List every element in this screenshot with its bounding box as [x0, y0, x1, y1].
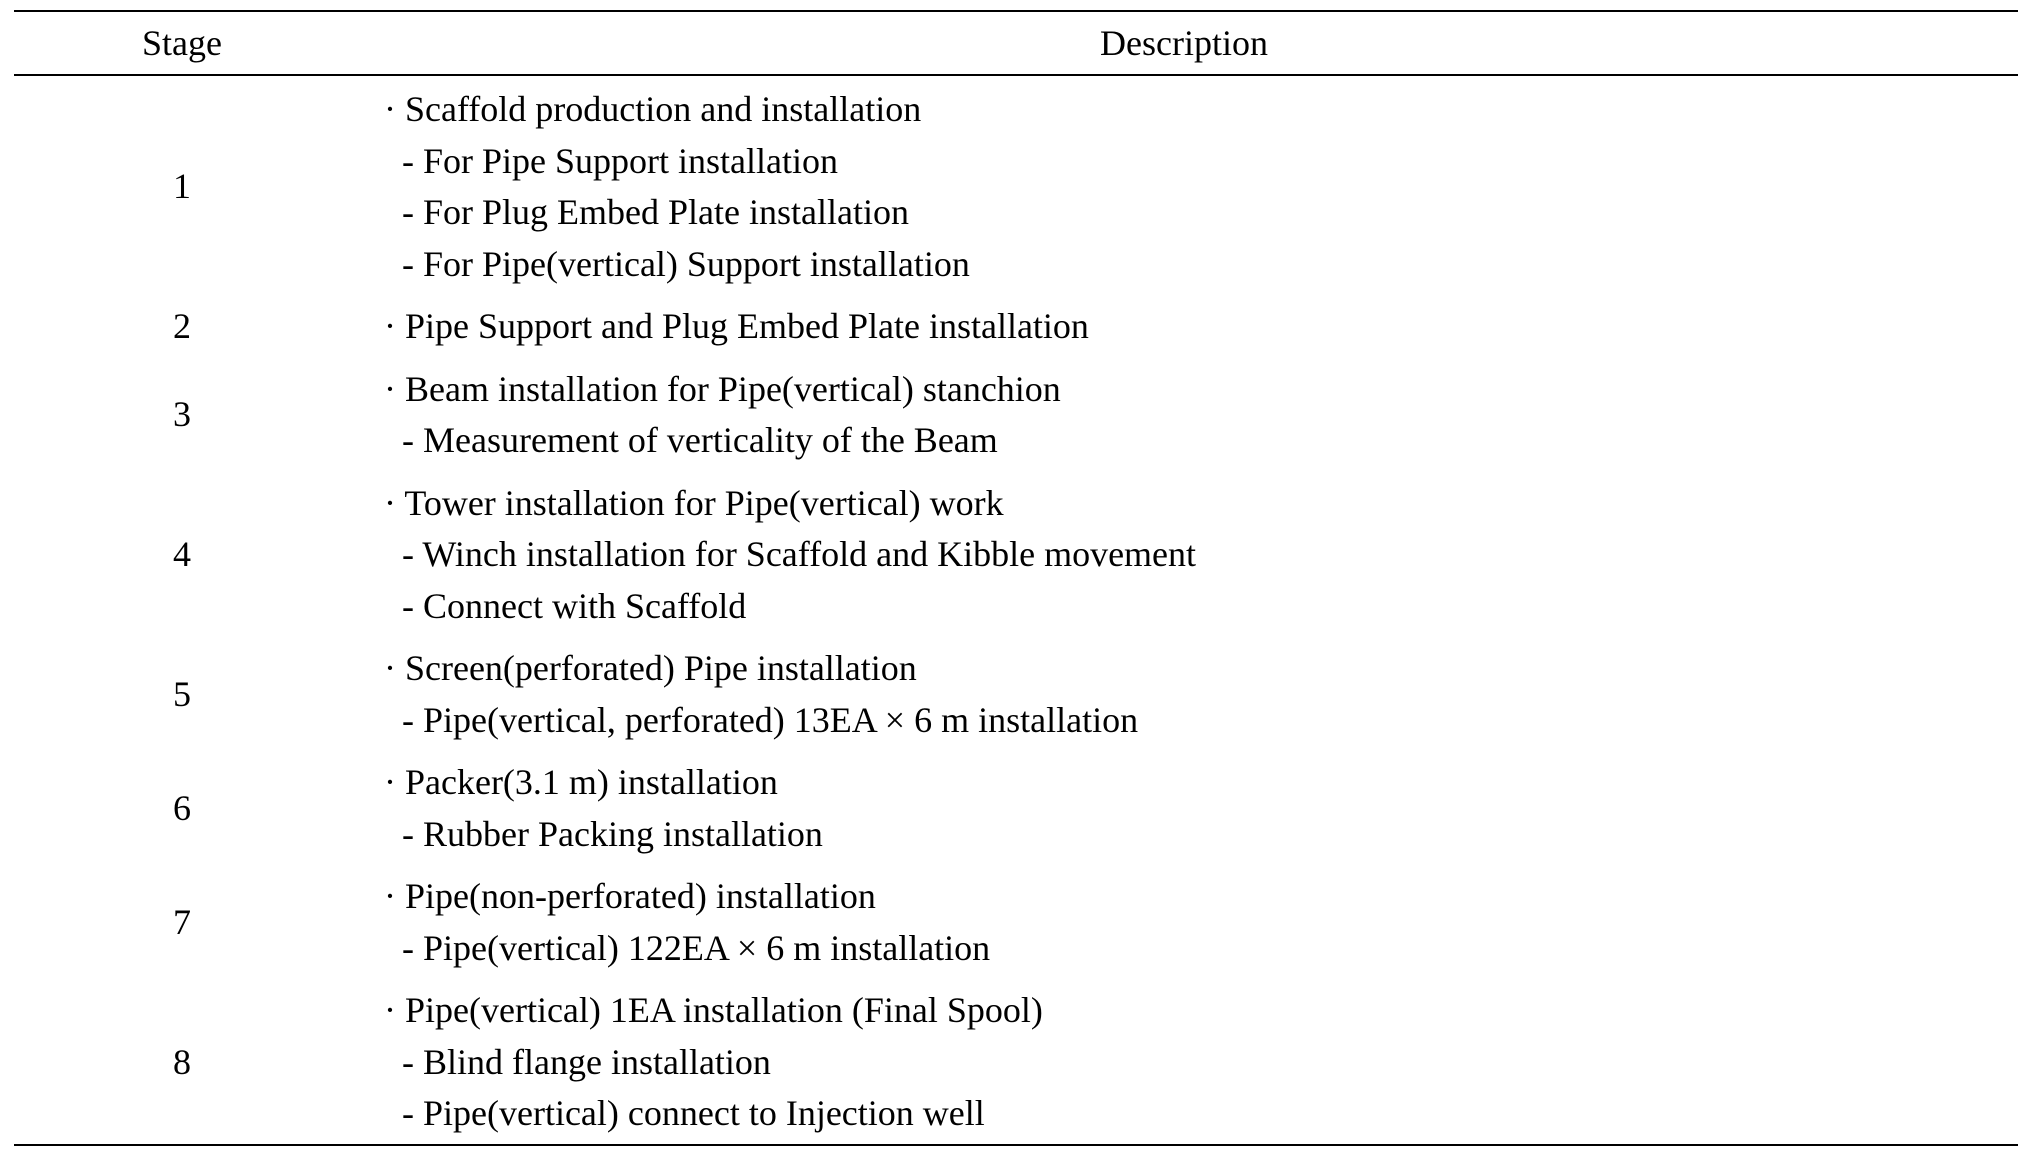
description-cell	[350, 84, 2018, 290]
description-cell	[350, 643, 2018, 746]
description-bullet: · Pipe(vertical) 1EA installation (Final Spool)	[384, 990, 1043, 1030]
table-row	[14, 757, 2018, 860]
stage-cell	[14, 669, 350, 721]
description-subitem: - Pipe(vertical) connect to Injection well	[402, 1093, 985, 1133]
table-bottom-rule	[14, 1144, 2018, 1146]
stage-cell	[14, 783, 350, 835]
stage-number: 8	[173, 1041, 191, 1082]
table-row	[14, 301, 2018, 353]
description-bullet: · Pipe(non-perforated) installation	[384, 876, 876, 916]
description-cell	[350, 301, 2018, 353]
description-bullet: · Pipe Support and Plug Embed Plate installation	[384, 306, 1089, 346]
stage-cell	[14, 161, 350, 213]
description-subitem: - Pipe(vertical, perforated) 13EA × 6 m installation	[402, 699, 1139, 740]
table-row	[14, 84, 2018, 290]
description-cell	[350, 364, 2018, 467]
stage-cell	[14, 389, 350, 441]
description-subitem: - For Pipe(vertical) Support installation	[402, 243, 970, 284]
description-subitem: - Measurement of verticality of the Beam	[402, 420, 998, 460]
description-cell	[350, 871, 2018, 974]
table-row	[14, 871, 2018, 974]
table-row	[14, 985, 2018, 1140]
description-cell	[350, 985, 2018, 1140]
table-row	[14, 643, 2018, 746]
description-subitem: - Pipe(vertical) 122EA × 6 m installation	[402, 927, 991, 968]
stage-number: 3	[173, 394, 191, 435]
stage-description-table	[14, 10, 2018, 1146]
stage-number: 5	[173, 673, 191, 714]
description-subitem: - Blind flange installation	[402, 1041, 771, 1082]
header-stage-label: Stage	[142, 23, 222, 63]
description-subitem: - Winch installation for Scaffold and Kibble movement	[402, 534, 1197, 574]
description-bullet: · Screen(perforated) Pipe installation	[384, 648, 917, 688]
stage-number: 2	[173, 306, 191, 346]
header-cell-description	[350, 23, 2018, 63]
table-header-row	[14, 12, 2018, 74]
description-subitem: - Rubber Packing installation	[402, 813, 823, 854]
description-bullet: · Packer(3.1 m) installation	[384, 762, 778, 802]
description-cell	[350, 757, 2018, 860]
stage-cell	[14, 897, 350, 949]
table-body	[14, 76, 2018, 1144]
stage-number: 4	[173, 534, 191, 574]
table-row	[14, 478, 2018, 633]
description-bullet: · Scaffold production and installation	[384, 89, 922, 129]
header-description-label: Description	[1100, 23, 1268, 63]
header-cell-stage	[14, 23, 350, 63]
description-bullet: · Beam installation for Pipe(vertical) stanchion	[384, 368, 1061, 409]
description-subitem: - For Plug Embed Plate installation	[402, 192, 909, 232]
stage-cell	[14, 529, 350, 581]
table-row	[14, 364, 2018, 467]
stage-number: 1	[173, 166, 191, 207]
description-bullet: · Tower installation for Pipe(vertical) work	[384, 482, 1004, 523]
description-cell	[350, 478, 2018, 633]
description-subitem: - For Pipe Support installation	[402, 140, 838, 181]
stage-cell	[14, 301, 350, 353]
stage-number: 7	[173, 901, 191, 942]
description-subitem: - Connect with Scaffold	[402, 585, 747, 626]
stage-cell	[14, 1037, 350, 1089]
stage-number: 6	[173, 787, 191, 828]
